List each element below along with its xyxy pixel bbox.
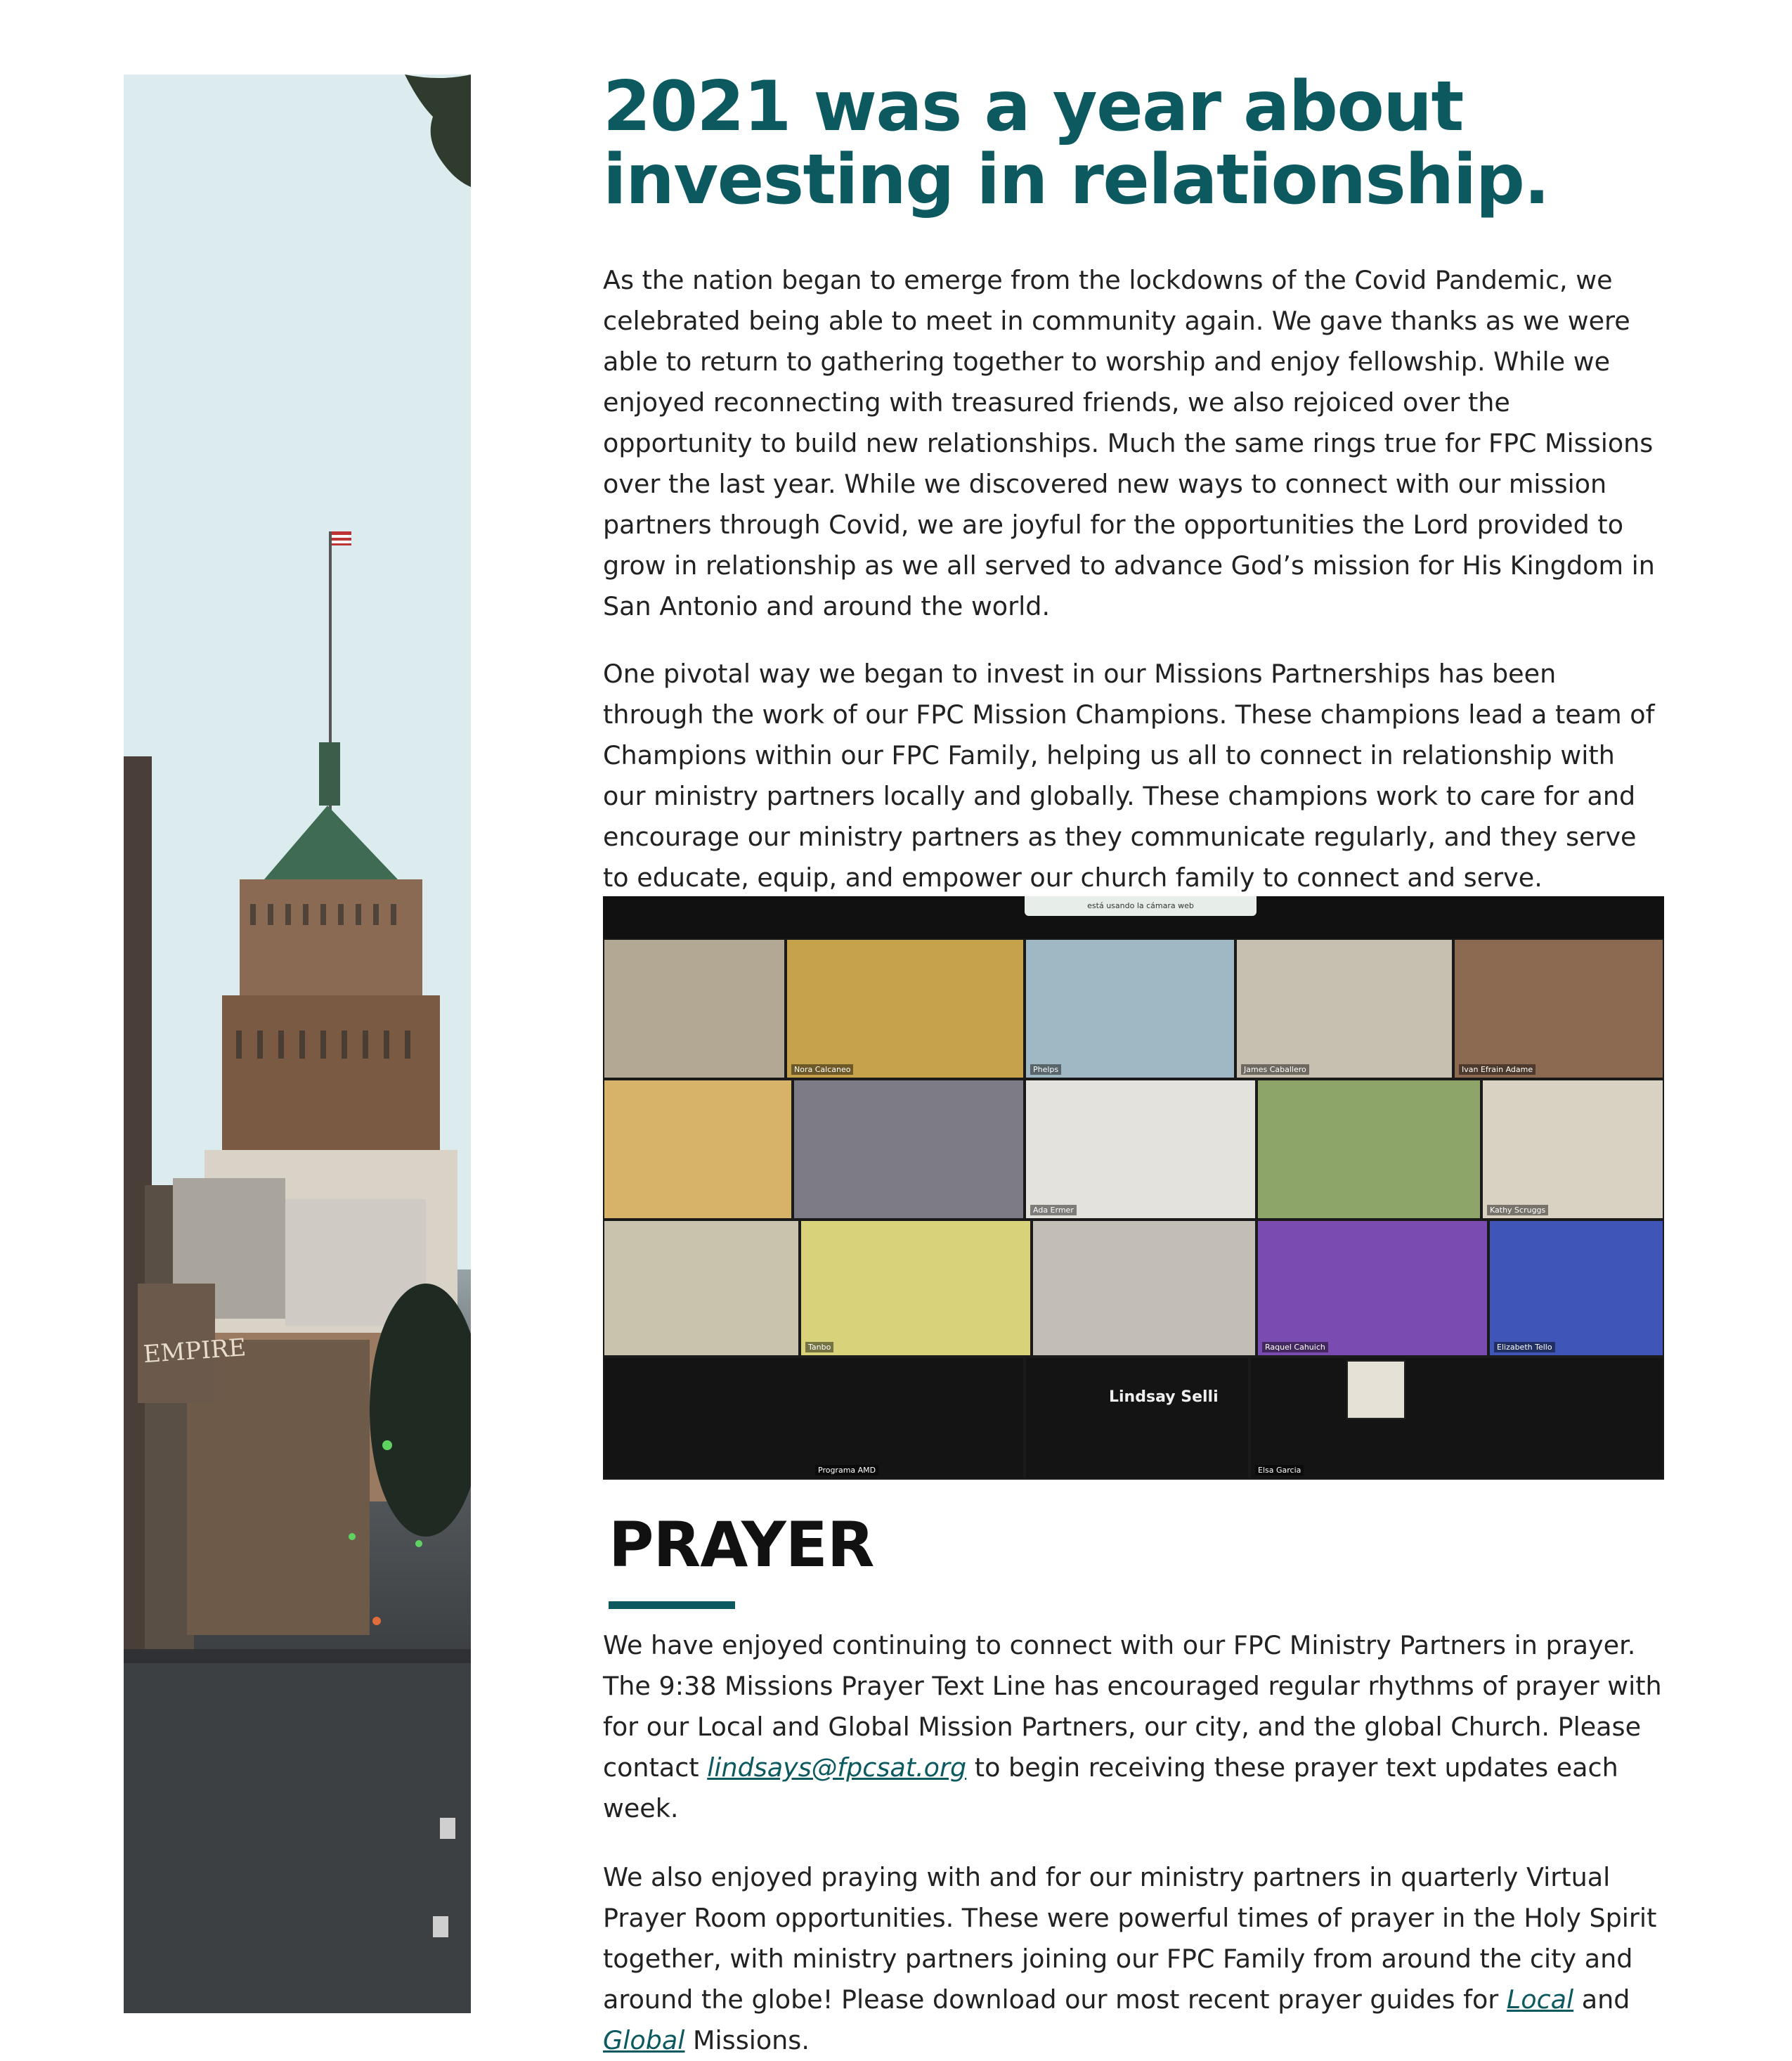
prayer-text-line-paragraph (603, 1625, 1664, 1829)
participant-name: Nora Calcaneo (791, 1064, 853, 1075)
participant-name: Programa AMD (815, 1465, 878, 1475)
participant-name: Kathy Scruggs (1487, 1205, 1548, 1215)
city-tower-photo (124, 75, 471, 2013)
webcam-banner: está usando la cámara web (1025, 896, 1257, 916)
champions-paragraph: One pivotal way we began to invest in our Missions Partnerships has been through the work of our FPC Mission Champions. These champions lead a team of Champions within our FPC Family, helping us all to connect in relationship with our ministry partners locally and globally. These champions work to care for and encourage our ministry partners as they communicate regularly, and they serve to educate, equip, and empower our church family to connect and serve. (603, 659, 1655, 893)
video-tile (1249, 1357, 1664, 1480)
video-tile (800, 1220, 1032, 1357)
paragraph-text: to begin receiving these prayer text updates each week. (603, 1752, 1618, 1823)
prayer-heading: PRAYER (609, 1508, 874, 1581)
global-prayer-guide-link[interactable]: Global (603, 2025, 685, 2055)
video-tile (1257, 1220, 1488, 1357)
video-tile (603, 1220, 800, 1357)
participant-name: Ada Ermer (1030, 1205, 1077, 1215)
page-headline: 2021 was a year about investing in relationship. (603, 67, 1550, 220)
participant-thumbnail (1346, 1360, 1405, 1419)
video-tile (1025, 1357, 1249, 1480)
participant-name: Phelps (1030, 1064, 1061, 1075)
paragraph-text: and (1573, 1984, 1630, 2015)
paragraph-text: We also enjoyed praying with and for our ministry partners in quarterly Virtual Prayer Room opportunities. These were powerful times of prayer in the Holy Spirit together, with ministry partners joining our FPC Family from around the city and around the globe! Please download our most recent prayer guides for (603, 1862, 1657, 2015)
intro-paragraph: As the nation began to emerge from the lockdowns of the Covid Pandemic, we celebrated being able to meet in community again. We gave thanks as we were able to return to gathering together to worship and enjoy fellowship. While we enjoyed reconnecting with treasured friends, we also rejoiced over the opportunity to build new relationships. Much the same rings true for FPC Missions over the last year. While we discovered new ways to connect with our mission partners through Covid, we are joyful for the opportunities the Lord provided to grow in relationship as we all served to advance God’s mission for His Kingdom in San Antonio and around the world. (603, 265, 1655, 621)
storefront-sign: EMPIRE (142, 1333, 247, 1369)
video-tile (1025, 1079, 1257, 1220)
video-tile (1481, 1079, 1664, 1220)
video-tile (1488, 1220, 1664, 1357)
main-content (603, 67, 1664, 898)
video-tile (603, 938, 786, 1079)
participant-name: Elizabeth Tello (1494, 1342, 1555, 1352)
participant-name: Ivan Efrain Adame (1459, 1064, 1535, 1075)
participant-name: Elsa Garcia (1255, 1465, 1304, 1475)
prayer-section (603, 1625, 1664, 2061)
video-tile (1025, 938, 1235, 1079)
video-tile (1257, 1079, 1481, 1220)
video-tile (786, 938, 1025, 1079)
zoom-call-photo (603, 896, 1664, 1480)
heading-underline (609, 1601, 735, 1609)
video-tile (603, 1079, 793, 1220)
video-tile (793, 1079, 1025, 1220)
video-tile (1032, 1220, 1257, 1357)
paragraph-text: We have enjoyed continuing to connect with our FPC Ministry Partners in prayer. The 9:38 Missions Prayer Text Line has encouraged regular rhythms of prayer with for our Local and Global Mission Partners, our city, and the global Church. Please contact (603, 1630, 1662, 1783)
video-tile (603, 1357, 1025, 1480)
participant-name: Tanbo (805, 1342, 833, 1352)
video-tile (1235, 938, 1453, 1079)
email-link[interactable]: lindsays@fpcsat.org (707, 1752, 967, 1783)
video-tile (1453, 938, 1664, 1079)
participant-name: Lindsay Selli (1109, 1388, 1219, 1406)
paragraph-text: Missions. (684, 2025, 810, 2055)
virtual-prayer-room-paragraph (603, 1857, 1664, 2061)
participant-name: James Caballero (1241, 1064, 1309, 1075)
participant-name: Raquel Cahuich (1262, 1342, 1328, 1352)
local-prayer-guide-link[interactable]: Local (1506, 1984, 1574, 2015)
